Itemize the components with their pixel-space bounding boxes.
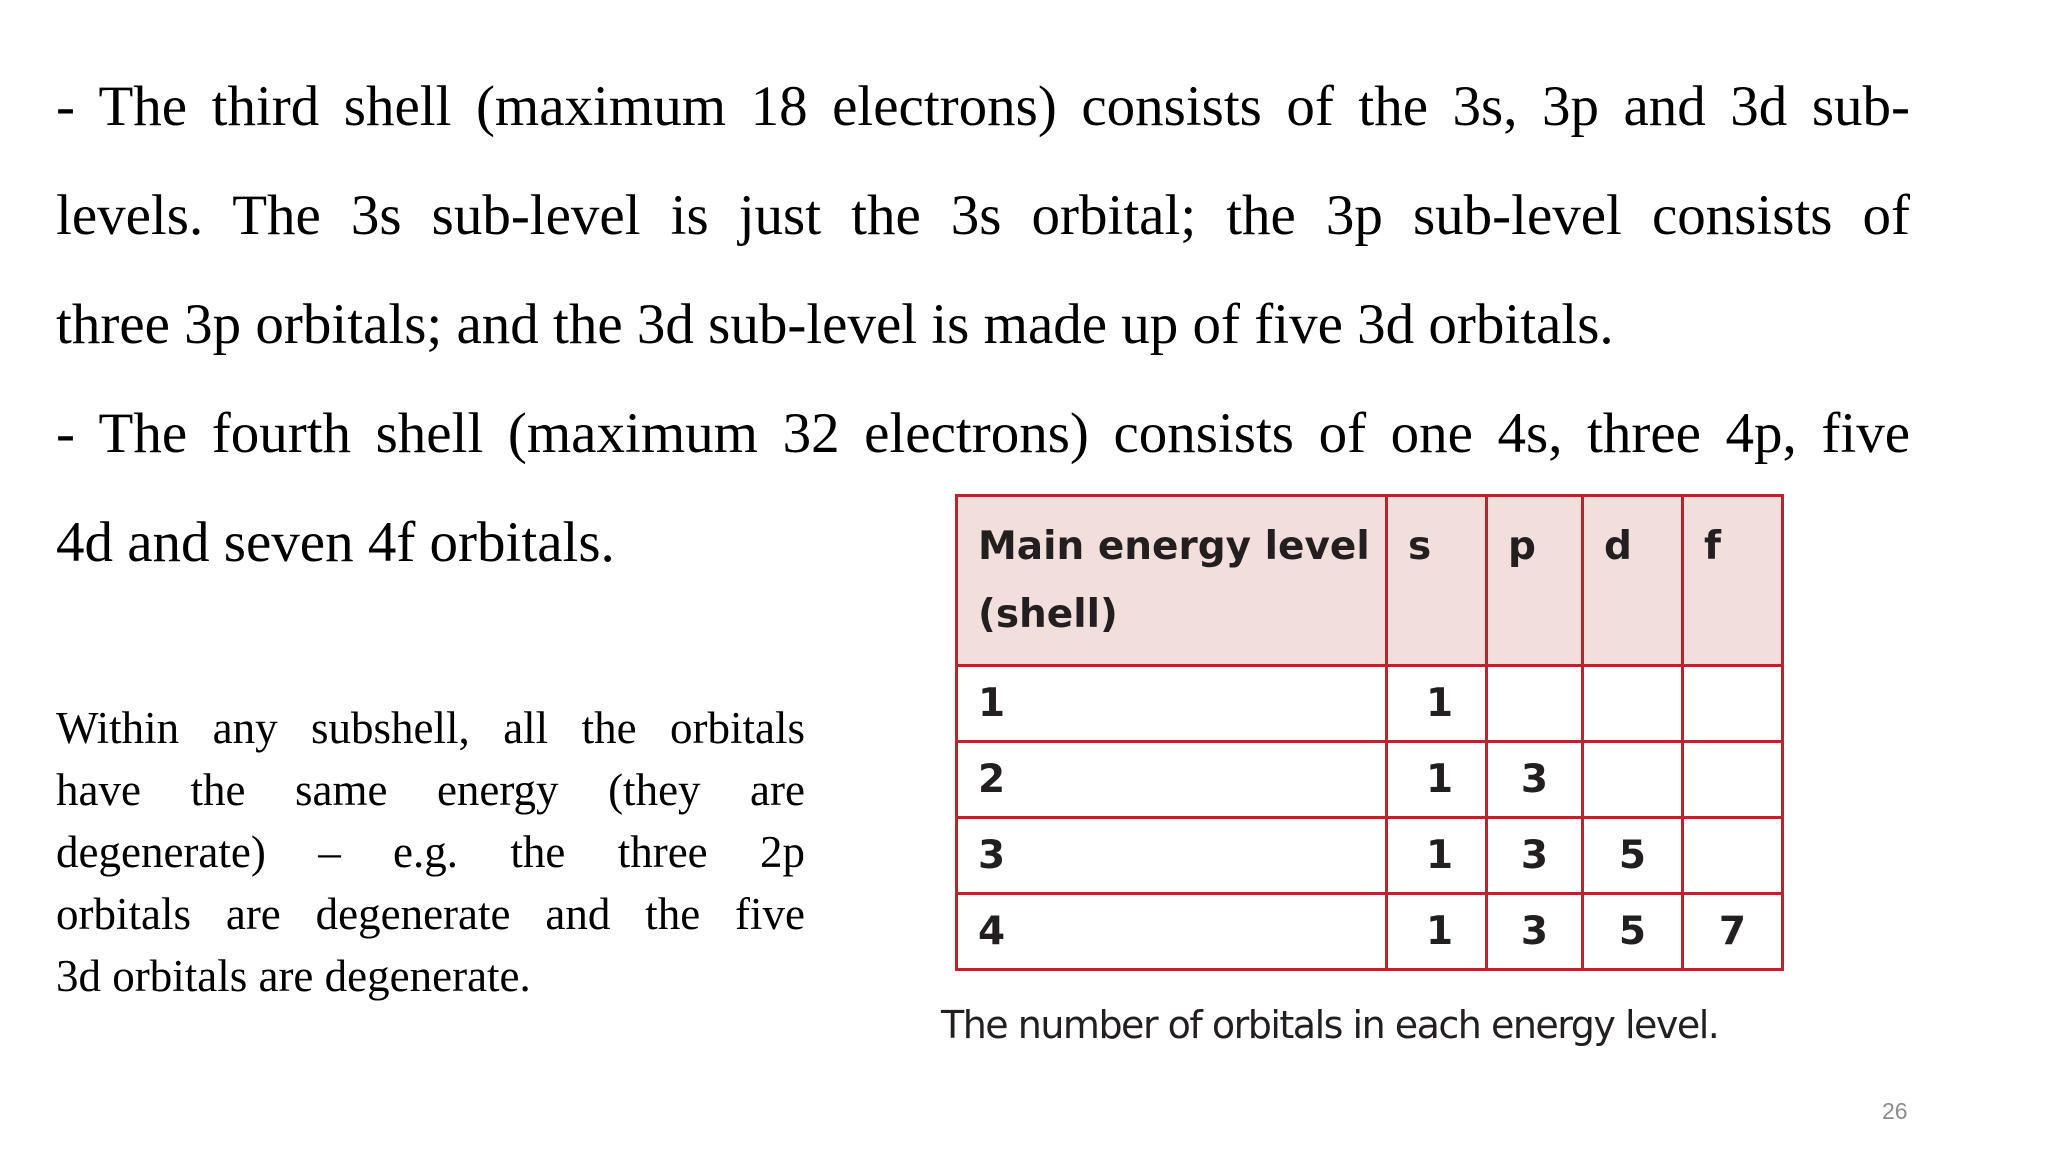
cell-shell: 4: [957, 894, 1387, 970]
cell-shell: 2: [957, 742, 1387, 818]
cell-p: 3: [1487, 742, 1583, 818]
side-line-5: 3d orbitals are degenerate.: [56, 951, 531, 1001]
cell-f: [1683, 818, 1783, 894]
cell-p: [1487, 666, 1583, 742]
header-s: s: [1387, 496, 1487, 666]
table-row: [957, 894, 1783, 970]
side-line-1: Within any subshell, all the orbitals: [56, 703, 805, 753]
cell-p: 3: [1487, 818, 1583, 894]
cell-f: [1683, 742, 1783, 818]
table-row: [957, 742, 1783, 818]
header-d: d: [1583, 496, 1683, 666]
cell-s: 1: [1387, 666, 1487, 742]
cell-s: 1: [1387, 894, 1487, 970]
side-line-4: orbitals are degenerate and the five: [56, 889, 805, 939]
header-p: p: [1487, 496, 1583, 666]
main-line-4: - The fourth shell (maximum 32 electrons) consists of one 4s, three 4p, five: [56, 402, 1910, 465]
header-shell-line1: Main energy level: [978, 524, 1370, 569]
cell-shell: 1: [957, 666, 1387, 742]
cell-d: [1583, 742, 1683, 818]
table-row: [957, 666, 1783, 742]
cell-d: 5: [1583, 818, 1683, 894]
main-line-3: three 3p orbitals; and the 3d sub-level is made up of five 3d orbitals.: [56, 293, 1614, 356]
side-line-3: degenerate) – e.g. the three 2p: [56, 827, 805, 877]
table-row: [957, 818, 1783, 894]
main-line-1: - The third shell (maximum 18 electrons) consists of the 3s, 3p and 3d sub-: [56, 75, 1910, 138]
header-shell: [957, 496, 1387, 666]
main-line-5: 4d and seven 4f orbitals.: [56, 511, 615, 574]
page-number: 26: [1882, 1098, 1908, 1124]
degeneracy-paragraph: [56, 697, 805, 1007]
header-f: f: [1683, 496, 1783, 666]
cell-d: [1583, 666, 1683, 742]
main-line-2: levels. The 3s sub-level is just the 3s orbital; the 3p sub-level consists of: [56, 184, 1910, 247]
cell-f: 7: [1683, 894, 1783, 970]
cell-f: [1683, 666, 1783, 742]
table-caption: The number of orbitals in each energy level.: [941, 1003, 1719, 1047]
cell-p: 3: [1487, 894, 1583, 970]
side-line-2: have the same energy (they are: [56, 765, 805, 815]
cell-d: 5: [1583, 894, 1683, 970]
header-shell-line2: (shell): [978, 592, 1118, 637]
orbital-count-table: [955, 494, 1784, 971]
cell-s: 1: [1387, 818, 1487, 894]
table-header-row: [957, 496, 1783, 666]
cell-shell: 3: [957, 818, 1387, 894]
cell-s: 1: [1387, 742, 1487, 818]
